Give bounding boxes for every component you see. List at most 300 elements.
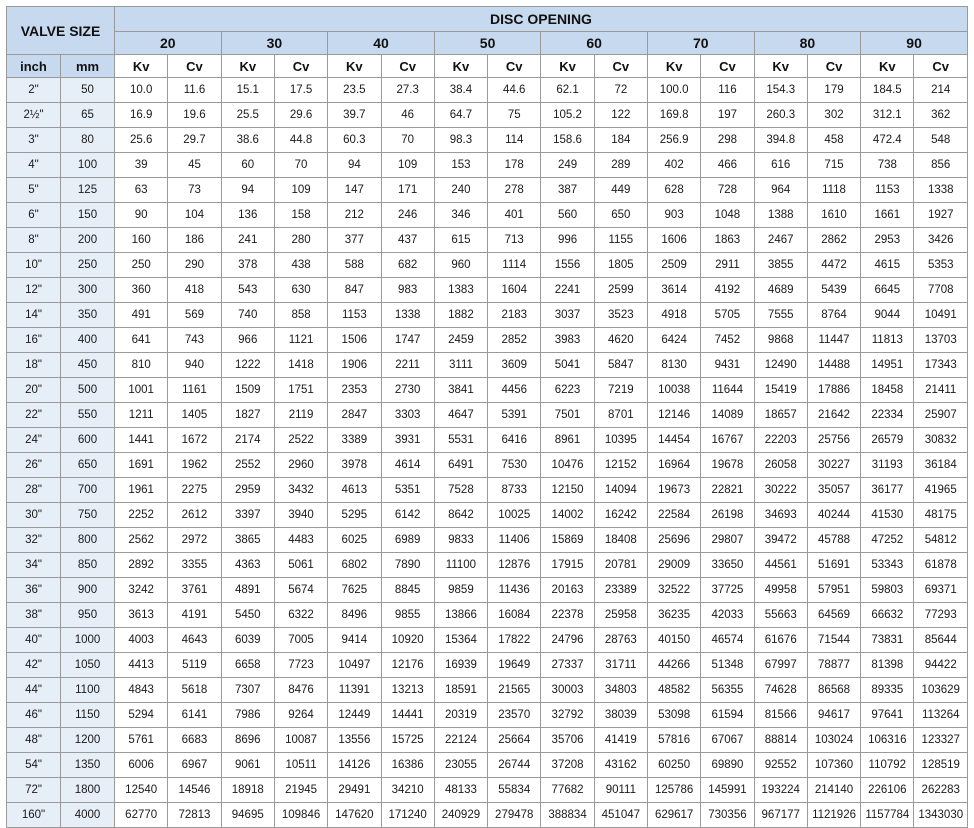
cv-70-cell: 7452: [701, 328, 754, 353]
kv-90-cell: 81398: [861, 653, 914, 678]
cv-70-cell: 61594: [701, 703, 754, 728]
kv-80-cell: 12490: [754, 353, 807, 378]
kv-70-cell: 14454: [647, 428, 700, 453]
cv-50-cell: 19649: [488, 653, 541, 678]
kv-40-cell: 147620: [328, 803, 381, 828]
kv-80-cell: 616: [754, 153, 807, 178]
table-row: [7, 628, 968, 653]
kv-40-cell: 377: [328, 228, 381, 253]
cv-70-cell: 730356: [701, 803, 754, 828]
size-inch-cell: 26": [7, 453, 61, 478]
cv-30-cell: 5061: [274, 553, 327, 578]
kv-20-cell: 1441: [115, 428, 168, 453]
mm-header: mm: [61, 55, 115, 78]
kv-40-cell: 147: [328, 178, 381, 203]
kv-60-cell: 27337: [541, 653, 594, 678]
kv-80-cell: 4689: [754, 278, 807, 303]
cv-60-cell: 43162: [594, 753, 647, 778]
cv-70-cell: 1863: [701, 228, 754, 253]
kv-40-cell: 7625: [328, 578, 381, 603]
kv-90-cell: 2953: [861, 228, 914, 253]
cv-90-cell: 17343: [914, 353, 968, 378]
size-mm-cell: 550: [61, 403, 115, 428]
cv-20-cell: 29.7: [168, 128, 221, 153]
kv-30-cell: 1509: [221, 378, 274, 403]
cv-70-cell: 1048: [701, 203, 754, 228]
cv-20-cell: 2275: [168, 478, 221, 503]
cv-40-cell: 34210: [381, 778, 434, 803]
cv-80-cell: 94617: [807, 703, 860, 728]
cv-90-cell: 54812: [914, 528, 968, 553]
table-header: [7, 7, 968, 78]
kv-80-cell: 7555: [754, 303, 807, 328]
size-mm-cell: 150: [61, 203, 115, 228]
cv-50-cell: 10025: [488, 503, 541, 528]
kv-70-cell: 40150: [647, 628, 700, 653]
kv-70-cell: 125786: [647, 778, 700, 803]
kv-90-cell: 41530: [861, 503, 914, 528]
size-mm-cell: 900: [61, 578, 115, 603]
cv-90-cell: 77293: [914, 603, 968, 628]
cv-60-cell: 449: [594, 178, 647, 203]
kv-60-cell: 24796: [541, 628, 594, 653]
size-mm-cell: 600: [61, 428, 115, 453]
kv-50-cell: 4647: [434, 403, 487, 428]
size-inch-cell: 24": [7, 428, 61, 453]
size-inch-cell: 36": [7, 578, 61, 603]
cv-20-cell: 569: [168, 303, 221, 328]
kv-20-cell: 25.6: [115, 128, 168, 153]
cv-20-cell: 1672: [168, 428, 221, 453]
disc-opening-40-header: 40: [328, 32, 435, 55]
kv-30-cell: 7986: [221, 703, 274, 728]
kv-70-cell: 8130: [647, 353, 700, 378]
kv-30-cell: 4891: [221, 578, 274, 603]
size-inch-cell: 3": [7, 128, 61, 153]
size-inch-cell: 16": [7, 328, 61, 353]
kv-60-cell: 387: [541, 178, 594, 203]
cv-90-cell: 10491: [914, 303, 968, 328]
kv-30-cell: 18918: [221, 778, 274, 803]
valve-size-header: VALVE SIZE: [7, 7, 115, 55]
kv-20-cell: 6006: [115, 753, 168, 778]
kv-20-cell: 4003: [115, 628, 168, 653]
kv-70-cell: 100.0: [647, 78, 700, 103]
cv-70-cell: 5705: [701, 303, 754, 328]
kv-50-cell: 3111: [434, 353, 487, 378]
cv-50-cell: 12876: [488, 553, 541, 578]
kv-30-cell: 25.5: [221, 103, 274, 128]
flow-coefficient-table: [6, 6, 968, 828]
cv-80-cell: 45788: [807, 528, 860, 553]
kv-80-cell: 154.3: [754, 78, 807, 103]
cv-20-cell: 743: [168, 328, 221, 353]
size-inch-cell: 18": [7, 353, 61, 378]
cv-40-cell: 10920: [381, 628, 434, 653]
kv-70-cell: 32522: [647, 578, 700, 603]
cv-30-cell: 438: [274, 253, 327, 278]
table-row: [7, 503, 968, 528]
kv-80-cell: 15419: [754, 378, 807, 403]
kv-50-cell: 3841: [434, 378, 487, 403]
cv-80-cell: 30227: [807, 453, 860, 478]
cv-70-cell: 26198: [701, 503, 754, 528]
kv-40-cell: 23.5: [328, 78, 381, 103]
size-mm-cell: 80: [61, 128, 115, 153]
cv-90-cell: 94422: [914, 653, 968, 678]
kv-60-cell: 20163: [541, 578, 594, 603]
cv-90-cell: 48175: [914, 503, 968, 528]
kv-30-cell: 1222: [221, 353, 274, 378]
cv-70-cell: 56355: [701, 678, 754, 703]
kv-50-cell: 7528: [434, 478, 487, 503]
cv-90-cell: 41965: [914, 478, 968, 503]
kv-30-cell: 2174: [221, 428, 274, 453]
kv-50-cell: 9833: [434, 528, 487, 553]
size-inch-cell: 38": [7, 603, 61, 628]
kv-30-cell: 1827: [221, 403, 274, 428]
kv-30-cell: 9061: [221, 753, 274, 778]
table-row: [7, 753, 968, 778]
cv-header-60: Cv: [594, 55, 647, 78]
kv-30-cell: 966: [221, 328, 274, 353]
kv-20-cell: 10.0: [115, 78, 168, 103]
size-mm-cell: 65: [61, 103, 115, 128]
cv-30-cell: 109: [274, 178, 327, 203]
kv-90-cell: 226106: [861, 778, 914, 803]
cv-80-cell: 86568: [807, 678, 860, 703]
cv-90-cell: 7708: [914, 278, 968, 303]
kv-20-cell: 4843: [115, 678, 168, 703]
kv-20-cell: 3613: [115, 603, 168, 628]
cv-40-cell: 109: [381, 153, 434, 178]
cv-60-cell: 18408: [594, 528, 647, 553]
kv-90-cell: 59803: [861, 578, 914, 603]
cv-70-cell: 2911: [701, 253, 754, 278]
kv-40-cell: 1506: [328, 328, 381, 353]
header-row-openings: [7, 32, 968, 55]
kv-70-cell: 25696: [647, 528, 700, 553]
cv-40-cell: 2211: [381, 353, 434, 378]
kv-40-cell: 60.3: [328, 128, 381, 153]
kv-80-cell: 3855: [754, 253, 807, 278]
kv-30-cell: 2552: [221, 453, 274, 478]
kv-20-cell: 491: [115, 303, 168, 328]
kv-60-cell: 2241: [541, 278, 594, 303]
cv-30-cell: 158: [274, 203, 327, 228]
disc-opening-60-header: 60: [541, 32, 648, 55]
cv-80-cell: 1610: [807, 203, 860, 228]
size-mm-cell: 4000: [61, 803, 115, 828]
kv-30-cell: 15.1: [221, 78, 274, 103]
cv-30-cell: 858: [274, 303, 327, 328]
kv-80-cell: 88814: [754, 728, 807, 753]
kv-20-cell: 63: [115, 178, 168, 203]
cv-80-cell: 40244: [807, 503, 860, 528]
table-row: [7, 278, 968, 303]
kv-40-cell: 6025: [328, 528, 381, 553]
cv-90-cell: 214: [914, 78, 968, 103]
size-mm-cell: 500: [61, 378, 115, 403]
kv-20-cell: 5294: [115, 703, 168, 728]
table-row: [7, 353, 968, 378]
kv-90-cell: 36177: [861, 478, 914, 503]
cv-20-cell: 4643: [168, 628, 221, 653]
kv-70-cell: 1606: [647, 228, 700, 253]
kv-50-cell: 1383: [434, 278, 487, 303]
cv-50-cell: 23570: [488, 703, 541, 728]
cv-60-cell: 2599: [594, 278, 647, 303]
cv-20-cell: 1161: [168, 378, 221, 403]
kv-70-cell: 44266: [647, 653, 700, 678]
size-mm-cell: 400: [61, 328, 115, 353]
size-inch-cell: 12": [7, 278, 61, 303]
cv-80-cell: 8764: [807, 303, 860, 328]
cv-20-cell: 1962: [168, 453, 221, 478]
cv-80-cell: 2862: [807, 228, 860, 253]
cv-20-cell: 290: [168, 253, 221, 278]
kv-30-cell: 60: [221, 153, 274, 178]
kv-80-cell: 81566: [754, 703, 807, 728]
kv-30-cell: 3865: [221, 528, 274, 553]
size-inch-cell: 34": [7, 553, 61, 578]
cv-60-cell: 10395: [594, 428, 647, 453]
cv-70-cell: 9431: [701, 353, 754, 378]
size-mm-cell: 1200: [61, 728, 115, 753]
kv-40-cell: 11391: [328, 678, 381, 703]
cv-20-cell: 5618: [168, 678, 221, 703]
cv-20-cell: 3761: [168, 578, 221, 603]
cv-70-cell: 51348: [701, 653, 754, 678]
table-row: [7, 153, 968, 178]
cv-40-cell: 437: [381, 228, 434, 253]
table-row: [7, 553, 968, 578]
kv-60-cell: 10476: [541, 453, 594, 478]
table-row: [7, 253, 968, 278]
cv-50-cell: 7530: [488, 453, 541, 478]
kv-20-cell: 1961: [115, 478, 168, 503]
kv-90-cell: 53343: [861, 553, 914, 578]
cv-20-cell: 6967: [168, 753, 221, 778]
size-mm-cell: 1050: [61, 653, 115, 678]
kv-40-cell: 9414: [328, 628, 381, 653]
kv-80-cell: 9868: [754, 328, 807, 353]
size-inch-cell: 48": [7, 728, 61, 753]
kv-90-cell: 22334: [861, 403, 914, 428]
cv-30-cell: 2960: [274, 453, 327, 478]
cv-80-cell: 5439: [807, 278, 860, 303]
table-row: [7, 178, 968, 203]
kv-70-cell: 903: [647, 203, 700, 228]
size-inch-cell: 5": [7, 178, 61, 203]
size-inch-cell: 44": [7, 678, 61, 703]
kv-50-cell: 15364: [434, 628, 487, 653]
cv-40-cell: 682: [381, 253, 434, 278]
cv-90-cell: 36184: [914, 453, 968, 478]
kv-50-cell: 48133: [434, 778, 487, 803]
kv-20-cell: 4413: [115, 653, 168, 678]
cv-90-cell: 3426: [914, 228, 968, 253]
cv-50-cell: 11436: [488, 578, 541, 603]
kv-90-cell: 26579: [861, 428, 914, 453]
kv-80-cell: 74628: [754, 678, 807, 703]
table-row: [7, 428, 968, 453]
cv-header-80: Cv: [807, 55, 860, 78]
cv-80-cell: 57951: [807, 578, 860, 603]
kv-40-cell: 3389: [328, 428, 381, 453]
size-inch-cell: 40": [7, 628, 61, 653]
kv-60-cell: 22378: [541, 603, 594, 628]
size-inch-cell: 160": [7, 803, 61, 828]
cv-40-cell: 1747: [381, 328, 434, 353]
cv-50-cell: 114: [488, 128, 541, 153]
cv-60-cell: 451047: [594, 803, 647, 828]
size-mm-cell: 1150: [61, 703, 115, 728]
size-mm-cell: 700: [61, 478, 115, 503]
kv-80-cell: 1388: [754, 203, 807, 228]
kv-30-cell: 7307: [221, 678, 274, 703]
kv-20-cell: 3242: [115, 578, 168, 603]
table-row: [7, 803, 968, 828]
cv-20-cell: 19.6: [168, 103, 221, 128]
size-inch-cell: 32": [7, 528, 61, 553]
kv-80-cell: 964: [754, 178, 807, 203]
cv-header-30: Cv: [274, 55, 327, 78]
size-mm-cell: 800: [61, 528, 115, 553]
kv-90-cell: 47252: [861, 528, 914, 553]
cv-50-cell: 44.6: [488, 78, 541, 103]
cv-50-cell: 3609: [488, 353, 541, 378]
size-inch-cell: 30": [7, 503, 61, 528]
kv-20-cell: 160: [115, 228, 168, 253]
kv-20-cell: 2562: [115, 528, 168, 553]
kv-60-cell: 37208: [541, 753, 594, 778]
cv-50-cell: 6416: [488, 428, 541, 453]
kv-60-cell: 15869: [541, 528, 594, 553]
kv-90-cell: 66632: [861, 603, 914, 628]
kv-80-cell: 394.8: [754, 128, 807, 153]
cv-70-cell: 29807: [701, 528, 754, 553]
cv-70-cell: 4192: [701, 278, 754, 303]
disc-opening-header: DISC OPENING: [115, 7, 968, 32]
kv-90-cell: 1153: [861, 178, 914, 203]
size-mm-cell: 450: [61, 353, 115, 378]
table-row: [7, 578, 968, 603]
size-inch-cell: 42": [7, 653, 61, 678]
cv-20-cell: 14546: [168, 778, 221, 803]
cv-50-cell: 11406: [488, 528, 541, 553]
kv-80-cell: 193224: [754, 778, 807, 803]
kv-40-cell: 4613: [328, 478, 381, 503]
kv-80-cell: 39472: [754, 528, 807, 553]
kv-30-cell: 136: [221, 203, 274, 228]
kv-90-cell: 73831: [861, 628, 914, 653]
kv-20-cell: 39: [115, 153, 168, 178]
kv-header-70: Kv: [647, 55, 700, 78]
kv-90-cell: 738: [861, 153, 914, 178]
kv-50-cell: 9859: [434, 578, 487, 603]
kv-20-cell: 1691: [115, 453, 168, 478]
cv-90-cell: 69371: [914, 578, 968, 603]
kv-50-cell: 346: [434, 203, 487, 228]
disc-opening-20-header: 20: [115, 32, 222, 55]
cv-30-cell: 2119: [274, 403, 327, 428]
size-inch-cell: 10": [7, 253, 61, 278]
cv-80-cell: 1118: [807, 178, 860, 203]
cv-40-cell: 1338: [381, 303, 434, 328]
size-inch-cell: 22": [7, 403, 61, 428]
kv-40-cell: 39.7: [328, 103, 381, 128]
kv-60-cell: 560: [541, 203, 594, 228]
kv-60-cell: 388834: [541, 803, 594, 828]
cv-80-cell: 4472: [807, 253, 860, 278]
cv-30-cell: 3432: [274, 478, 327, 503]
cv-50-cell: 25664: [488, 728, 541, 753]
kv-80-cell: 67997: [754, 653, 807, 678]
cv-60-cell: 1155: [594, 228, 647, 253]
cv-70-cell: 197: [701, 103, 754, 128]
kv-20-cell: 90: [115, 203, 168, 228]
kv-60-cell: 3037: [541, 303, 594, 328]
kv-70-cell: 6424: [647, 328, 700, 353]
kv-50-cell: 2459: [434, 328, 487, 353]
kv-90-cell: 11813: [861, 328, 914, 353]
kv-70-cell: 48582: [647, 678, 700, 703]
kv-50-cell: 16939: [434, 653, 487, 678]
cv-70-cell: 11644: [701, 378, 754, 403]
kv-20-cell: 360: [115, 278, 168, 303]
kv-80-cell: 26058: [754, 453, 807, 478]
kv-70-cell: 169.8: [647, 103, 700, 128]
cv-30-cell: 8476: [274, 678, 327, 703]
kv-40-cell: 3978: [328, 453, 381, 478]
cv-50-cell: 16084: [488, 603, 541, 628]
cv-90-cell: 5353: [914, 253, 968, 278]
size-mm-cell: 1350: [61, 753, 115, 778]
cv-40-cell: 9855: [381, 603, 434, 628]
kv-60-cell: 77682: [541, 778, 594, 803]
cv-90-cell: 30832: [914, 428, 968, 453]
cv-30-cell: 630: [274, 278, 327, 303]
cv-90-cell: 25907: [914, 403, 968, 428]
kv-90-cell: 106316: [861, 728, 914, 753]
cv-50-cell: 8733: [488, 478, 541, 503]
cv-20-cell: 73: [168, 178, 221, 203]
size-mm-cell: 350: [61, 303, 115, 328]
kv-80-cell: 967177: [754, 803, 807, 828]
cv-header-40: Cv: [381, 55, 434, 78]
cv-80-cell: 25756: [807, 428, 860, 453]
cv-80-cell: 179: [807, 78, 860, 103]
cv-70-cell: 16767: [701, 428, 754, 453]
kv-50-cell: 20319: [434, 703, 487, 728]
cv-80-cell: 458: [807, 128, 860, 153]
cv-70-cell: 69890: [701, 753, 754, 778]
kv-header-50: Kv: [434, 55, 487, 78]
cv-70-cell: 33650: [701, 553, 754, 578]
cv-60-cell: 7219: [594, 378, 647, 403]
cv-80-cell: 35057: [807, 478, 860, 503]
cv-30-cell: 2522: [274, 428, 327, 453]
cv-50-cell: 1604: [488, 278, 541, 303]
table-row: [7, 128, 968, 153]
kv-20-cell: 12540: [115, 778, 168, 803]
cv-40-cell: 14441: [381, 703, 434, 728]
size-mm-cell: 300: [61, 278, 115, 303]
kv-40-cell: 1906: [328, 353, 381, 378]
table-row: [7, 103, 968, 128]
cv-20-cell: 5119: [168, 653, 221, 678]
